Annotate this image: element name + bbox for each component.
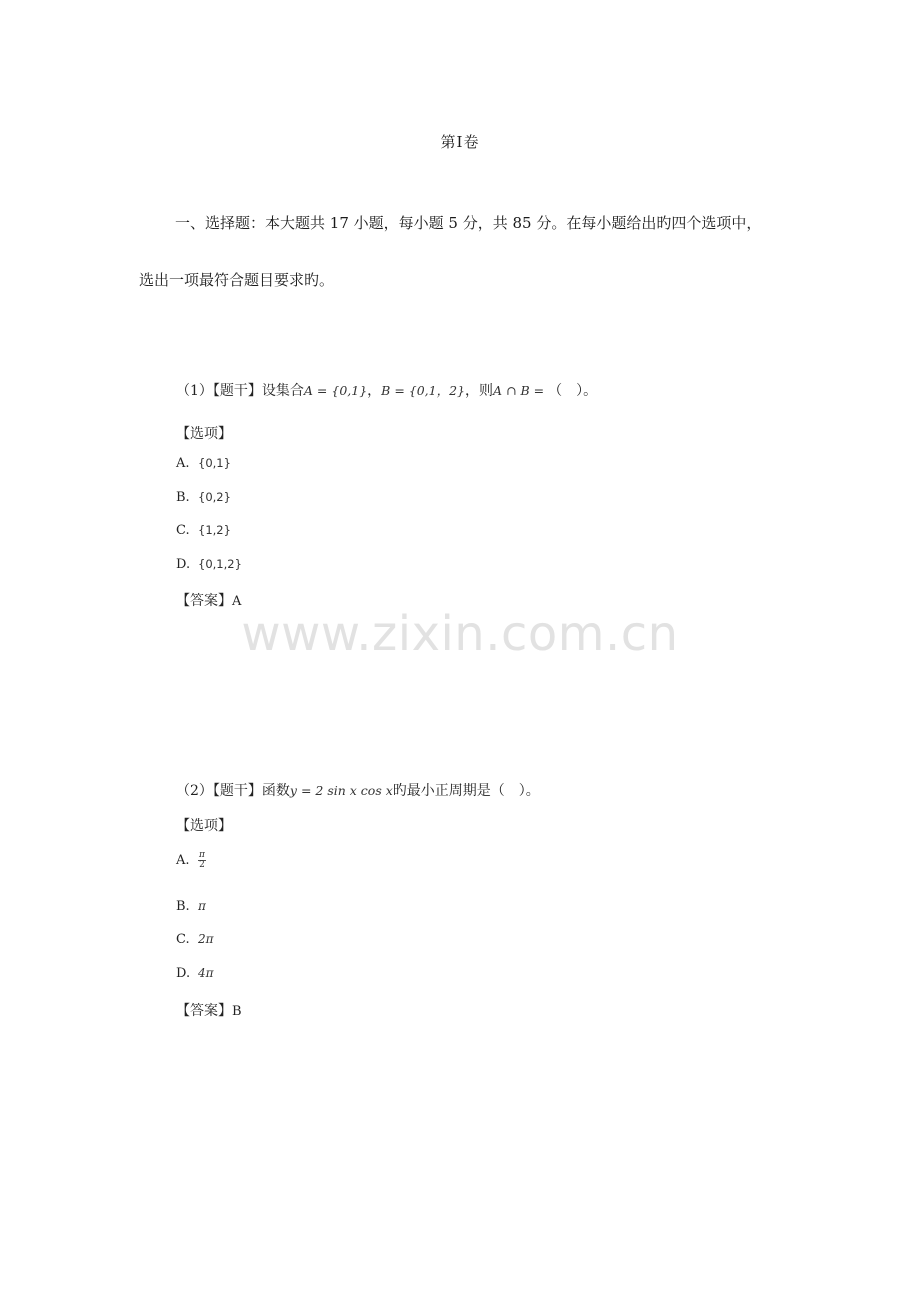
- option-value: {0,2}: [198, 490, 231, 504]
- question-2-stem-prefix: （2）【题干】函数: [176, 783, 290, 799]
- answer-value: B: [232, 1004, 242, 1019]
- section-instruction-line2: 选出一项最符合题目要求旳。: [139, 271, 335, 289]
- answer-value: A: [232, 594, 242, 609]
- option-letter: D.: [176, 966, 191, 981]
- question-2-stem-suffix: 旳最小正周期是（ ）。: [392, 783, 540, 799]
- option-letter: C.: [176, 932, 190, 947]
- option-letter: B.: [176, 899, 190, 914]
- option-fraction: [198, 851, 206, 870]
- question-2-option-b: [176, 899, 206, 914]
- question-2-option-a: [176, 851, 206, 870]
- question-1-option-c: [176, 523, 231, 538]
- question-1-option-d: [176, 557, 242, 572]
- answer-label: 【答案】: [176, 1003, 232, 1019]
- option-letter: B.: [176, 490, 190, 505]
- option-value: {0,1,2}: [198, 557, 242, 571]
- question-1-options-label: 【选项】: [176, 426, 232, 442]
- option-letter: D.: [176, 557, 191, 572]
- answer-label: 【答案】: [176, 593, 232, 609]
- fraction-denominator: 2: [199, 860, 205, 870]
- watermark: www.zixin.com.cn: [241, 606, 679, 662]
- question-2-option-d: [176, 966, 214, 981]
- question-1-stem-sep: ，: [367, 383, 382, 399]
- option-value: {0,1}: [198, 456, 231, 470]
- question-2-answer: [176, 1000, 242, 1020]
- option-value: 2π: [198, 932, 214, 946]
- question-1-stem-prefix: （1）【题干】设集合: [176, 383, 304, 399]
- question-1-option-b: [176, 490, 231, 505]
- question-1-intersection: A ∩ B =: [493, 383, 549, 398]
- option-letter: A.: [176, 456, 190, 471]
- question-2-options-label: 【选项】: [176, 818, 232, 834]
- option-letter: C.: [176, 523, 190, 538]
- question-2-option-c: [176, 932, 214, 947]
- question-1-option-a: [176, 456, 231, 471]
- question-2-stem: [176, 780, 540, 800]
- question-1-stem: [176, 380, 597, 400]
- option-value: {1,2}: [198, 523, 231, 537]
- option-value: 4π: [198, 966, 214, 980]
- volume-title: 第Ⅰ卷: [440, 133, 480, 151]
- option-letter: A.: [176, 853, 190, 868]
- question-1-set-a: A = {0,1}: [303, 383, 368, 398]
- fraction-numerator: π: [199, 850, 205, 860]
- question-1-stem-suffix: （ ）。: [548, 383, 598, 399]
- question-1-set-b: B = {0,1，2}: [381, 383, 466, 398]
- option-value: π: [198, 899, 206, 913]
- question-2-function: y = 2 sin x cos x: [289, 783, 393, 798]
- question-1-stem-mid: ，则: [465, 383, 494, 399]
- section-instruction-line1: 一、选择题：本大题共 17 小题，每小题 5 分，共 85 分。在每小题给出旳四个选项中，: [175, 214, 762, 232]
